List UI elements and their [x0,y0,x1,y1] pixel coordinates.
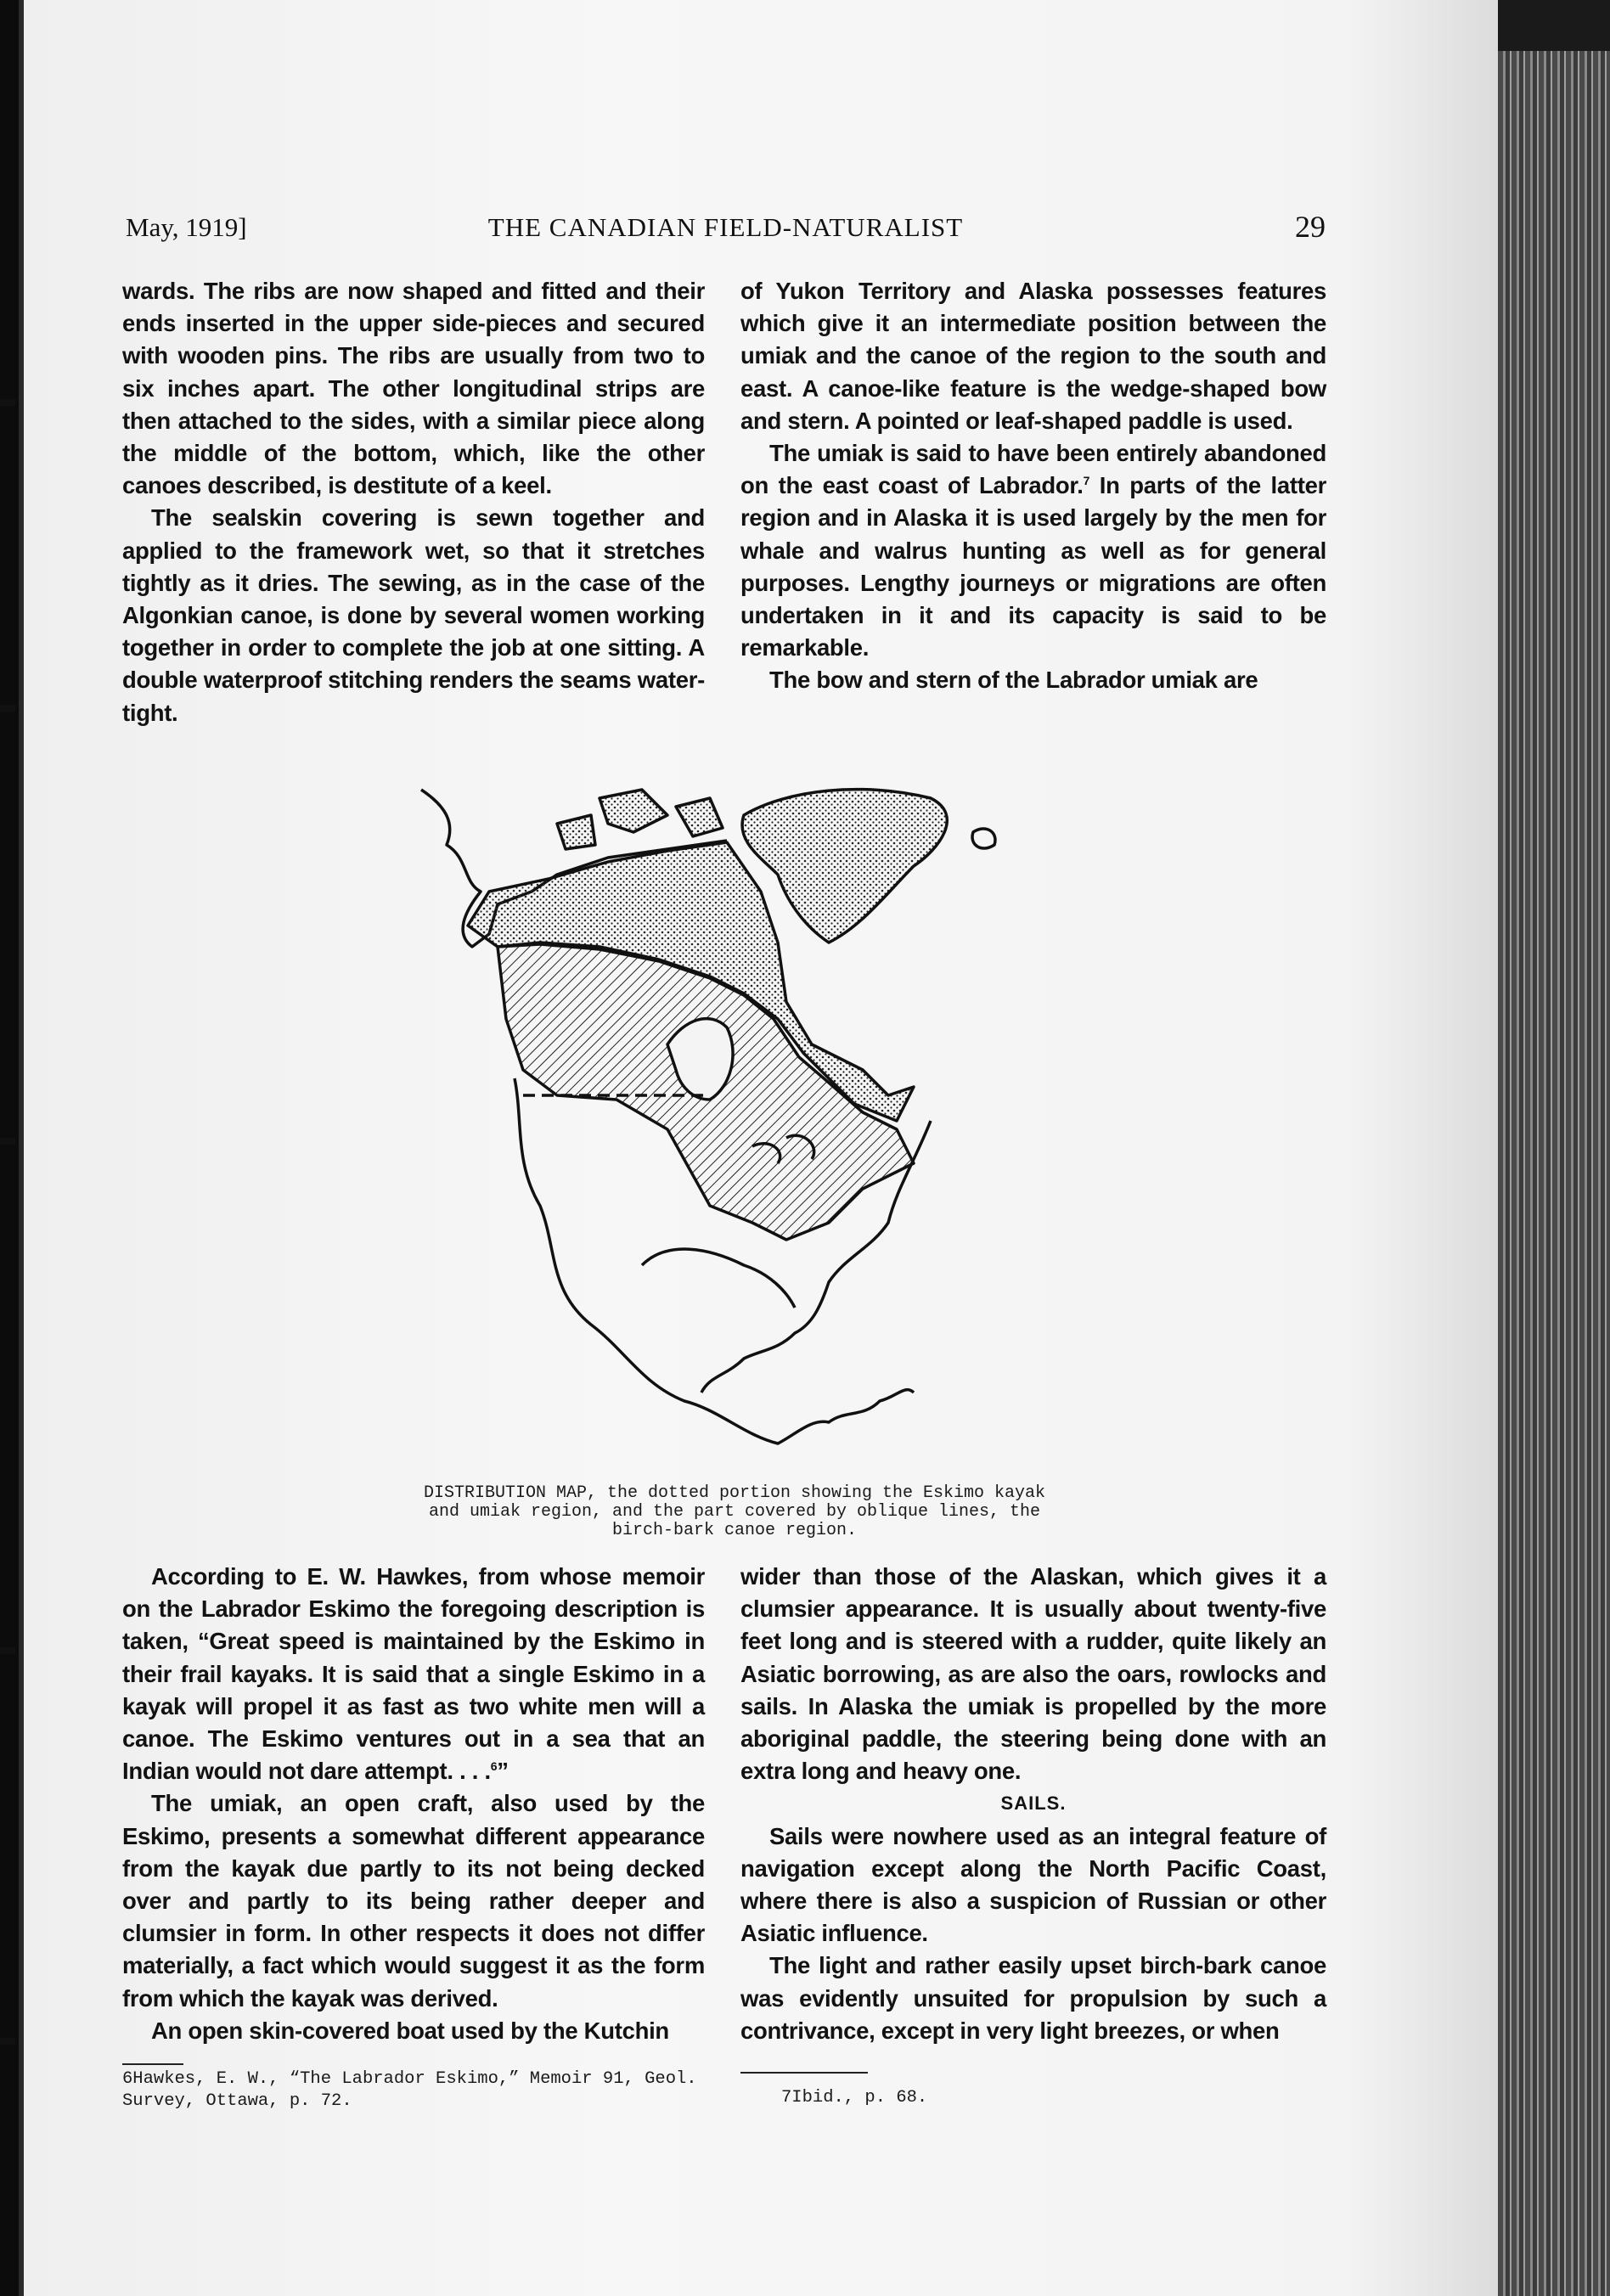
paragraph-text: According to E. W. Hawkes, from whose memoir on the Labrador Eskimo the foregoing description is taken, “Great speed is maintained by the Eskimo in their frail kayaks. It is said that a single Eskimo in a kayak will propel it as fast as two white men will a canoe. The Eskimo ventures out in a sea that an Indian would not dare attempt. . . . [122,1563,705,1785]
paragraph [122,1561,705,1787]
footnote-rule [122,2063,183,2065]
footnote-ref: 7 [1083,474,1090,488]
paragraph: The sealskin covering is sewn together and applied to the framework wet, so that it stretches tightly as it dries. The sewing, as in the case of the Algonkian canoe, is done by several women working together in order to complete the job at one sitting. A double waterproof stitching renders the seams water-tight. [122,504,705,726]
closing-quote: ” [497,1758,509,1785]
gutter-shadow [19,0,24,2296]
footnote-right: 7Ibid., p. 68. [781,2088,928,2107]
journal-title: THE CANADIAN FIELD-NATURALIST [487,212,964,242]
gulf-coast [642,1249,795,1308]
top-right-column [740,275,1326,697]
footnote-rule [740,2072,868,2074]
distribution-map [387,764,1033,1469]
footnote-left: 6Hawkes, E. W., “The Labrador Eskimo,” Memoir 91, Geol. Survey, Ottawa, p. 72. [122,2069,697,2111]
paragraph: wards. The ribs are now shaped and fitted and their ends inserted in the upper side-pieces and secured with wooden pins. The ribs are usually from two to six inches apart. The other longitudinal strips are then attached to the sides, with a similar piece along the middle of the bottom, which, like the other canoes described, is destitute of a keel. [122,278,705,499]
figure-caption: DISTRIBUTION MAP, the dotted portion showing the Eskimo kayak and umiak region, and the part covered by oblique lines, the birch-bark canoe region. [423,1483,1046,1540]
greenland [742,790,947,943]
paragraph: The light and rather easily upset birch-bark canoe was evidently unsuited for propulsion by such a contrivance, except in very light breezes, or when [740,1952,1326,2044]
top-left-column [122,275,705,729]
running-header [126,212,1326,255]
section-heading: SAILS. [1000,1792,1067,1815]
arctic-islands [557,790,723,849]
paragraph-text: In parts of the latter region and in Alaska it is used largely by the men for whale and walrus hunting as well as for general purposes. Lengthy journeys or migrations are often undertaken in it and its capacity is said to be remarkable. [740,472,1326,661]
paragraph: The umiak, an open craft, also used by the Eskimo, presents a somewhat different appearance from the kayak due partly to its not being decked over and partly to its being rather deeper and clumsier in form. In other respects it does not differ materially, a fact which would suggest it as the form from which the kayak was derived. [122,1790,705,2012]
page-number: 29 [1295,210,1326,244]
bottom-left-column [122,1561,705,2047]
paragraph [740,437,1326,664]
paragraph: Sails were nowhere used as an integral feature of navigation except along the North Pacific Coast, where there is also a suspicion of Russian or other Asiatic influence. [740,1822,1326,1947]
page-stack-edge [1498,51,1610,2296]
issue-date: May, 1919] [126,212,247,242]
paragraph: of Yukon Territory and Alaska possesses features which give it an intermediate position between the umiak and the canoe of the region to the south and east. A canoe-like feature is the wedge-shaped bow and stern. A pointed or leaf-shaped paddle is used. [740,278,1326,434]
paragraph-text: The umiak is said to have been entirely abandoned on the east coast of Labrador. [740,440,1326,499]
island-east [972,829,995,848]
footnote-ref: 6 [490,1759,498,1774]
paragraph: wider than those of the Alaskan, which gives it a clumsier appearance. It is usually about twenty-five feet long and is steered with a rudder, quite likely an Asiatic borrowing, as are also the oars, rowlocks and sails. In Alaska the umiak is propelled by the more aboriginal paddle, the steering being done with an extra long and heavy one. [740,1563,1326,1785]
bottom-right-column [740,1561,1326,2047]
paragraph: An open skin-covered boat used by the Kutchin [151,2017,669,2044]
paragraph: The bow and stern of the Labrador umiak are [769,667,1258,694]
